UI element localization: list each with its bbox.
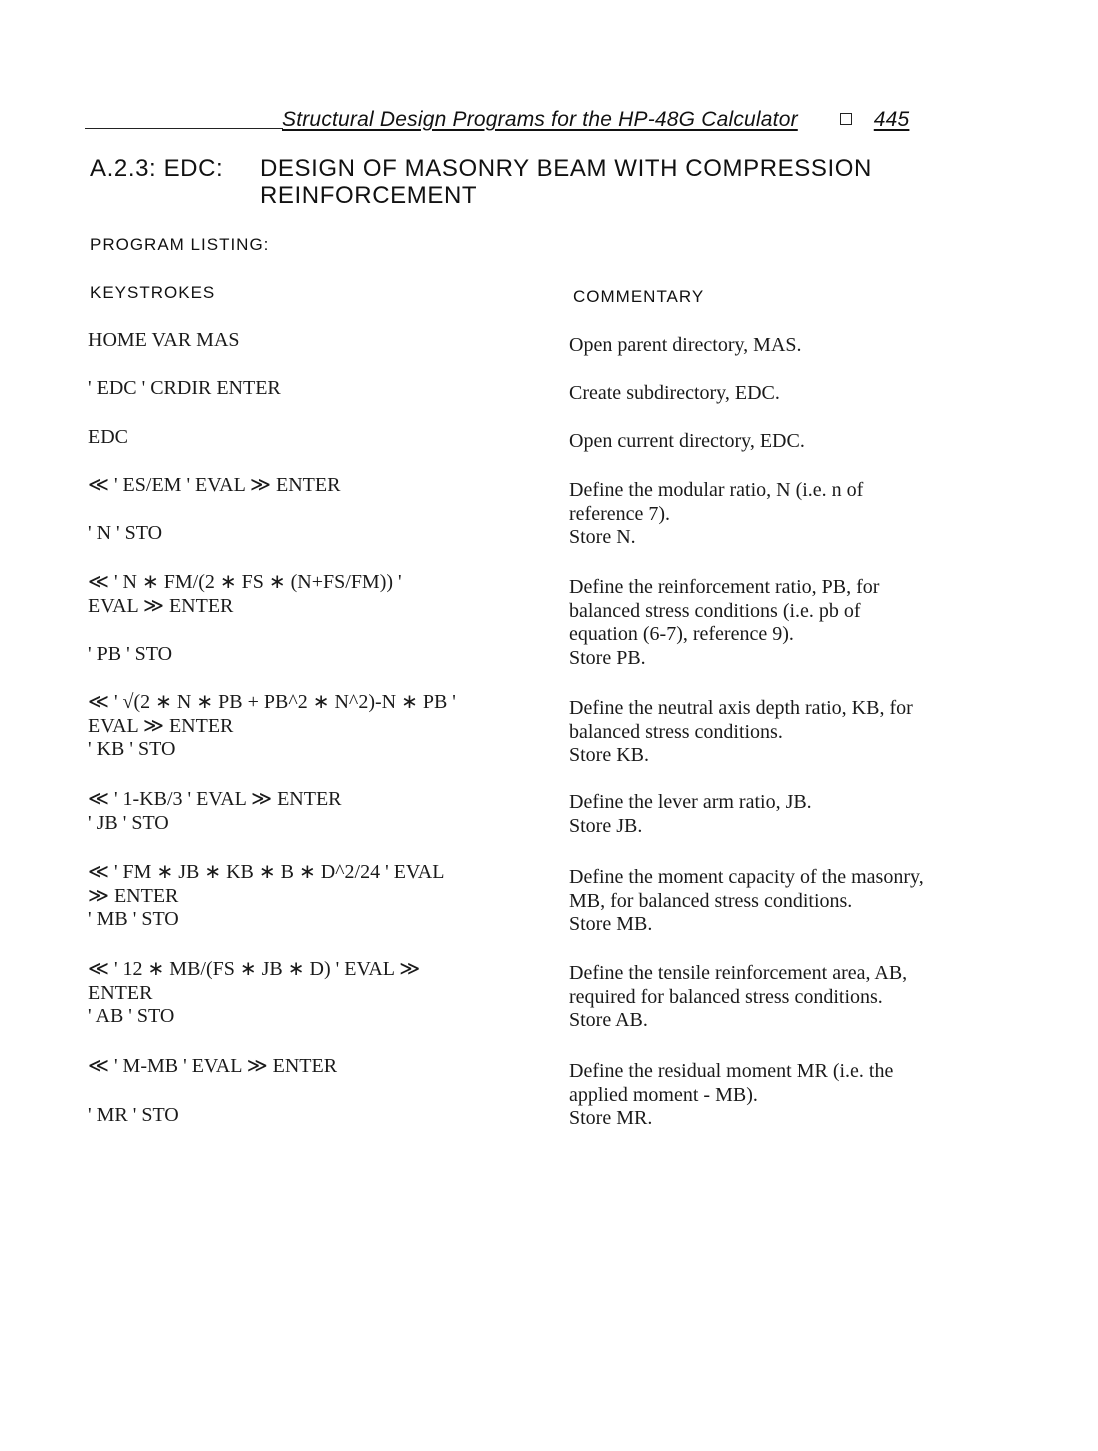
commentary-line: Define the modular ratio, N (i.e. n of reference 7). Store N. bbox=[569, 479, 864, 548]
keystroke-line: EDC bbox=[88, 426, 128, 448]
commentary-line: Create subdirectory, EDC. bbox=[569, 382, 780, 404]
keystroke-line: ≪ ' √(2 ∗ N ∗ PB + PB^2 ∗ N^2)-N ∗ PB ' EVAL ≫ ENTER ' KB ' STO bbox=[88, 691, 456, 760]
keystroke-line: ' N ' STO bbox=[88, 522, 163, 544]
page-number: 445 bbox=[873, 108, 910, 131]
commentary-line: Open parent directory, MAS. bbox=[569, 334, 802, 356]
running-head-title: Structural Design Programs for the HP-48G Calculator bbox=[282, 108, 798, 131]
commentary-line: Define the residual moment MR (i.e. the applied moment - MB). Store MR. bbox=[569, 1060, 894, 1129]
square-icon bbox=[840, 113, 852, 125]
commentary-line: Define the moment capacity of the masonry, MB, for balanced stress conditions. Store MB. bbox=[569, 866, 924, 935]
commentary-header: COMMENTARY bbox=[573, 287, 705, 306]
keystroke-line: ≪ ' 1-KB/3 ' EVAL ≫ ENTER ' JB ' STO bbox=[88, 788, 342, 834]
keystroke-line: ' PB ' STO bbox=[88, 643, 173, 665]
keystroke-line: ≪ ' N ∗ FM/(2 ∗ FS ∗ (N+FS/FM)) ' EVAL ≫ ENTER bbox=[88, 571, 402, 617]
keystroke-line: ≪ ' 12 ∗ MB/(FS ∗ JB ∗ D) ' EVAL ≫ ENTER ' AB ' STO bbox=[88, 958, 421, 1027]
section-title: DESIGN OF MASONRY BEAM WITH COMPRESSION REINFORCEMENT bbox=[260, 155, 872, 209]
running-head bbox=[282, 108, 909, 132]
commentary-line: Open current directory, EDC. bbox=[569, 430, 805, 452]
commentary-line: Define the neutral axis depth ratio, KB, for balanced stress conditions. Store KB. bbox=[569, 697, 913, 766]
commentary-line: Define the reinforcement ratio, PB, for balanced stress conditions (i.e. pb of equation (6-7), reference 9). Store PB. bbox=[569, 576, 880, 669]
commentary-line: Define the lever arm ratio, JB. Store JB. bbox=[569, 791, 812, 837]
keystroke-line: ≪ ' FM ∗ JB ∗ KB ∗ B ∗ D^2/24 ' EVAL ≫ ENTER ' MB ' STO bbox=[88, 861, 445, 930]
section-number: A.2.3: EDC: bbox=[90, 155, 224, 182]
keystroke-line: ≪ ' M-MB ' EVAL ≫ ENTER bbox=[88, 1055, 338, 1077]
keystroke-line: ≪ ' ES/EM ' EVAL ≫ ENTER bbox=[88, 474, 341, 496]
keystroke-line: HOME VAR MAS bbox=[88, 329, 240, 351]
header-rule bbox=[85, 128, 283, 129]
keystroke-line: ' MR ' STO bbox=[88, 1104, 179, 1126]
program-listing-label: PROGRAM LISTING: bbox=[90, 235, 270, 254]
keystroke-line: ' EDC ' CRDIR ENTER bbox=[88, 377, 281, 399]
keystrokes-header: KEYSTROKES bbox=[90, 283, 216, 302]
commentary-line: Define the tensile reinforcement area, AB, required for balanced stress conditions. Store AB. bbox=[569, 962, 908, 1031]
